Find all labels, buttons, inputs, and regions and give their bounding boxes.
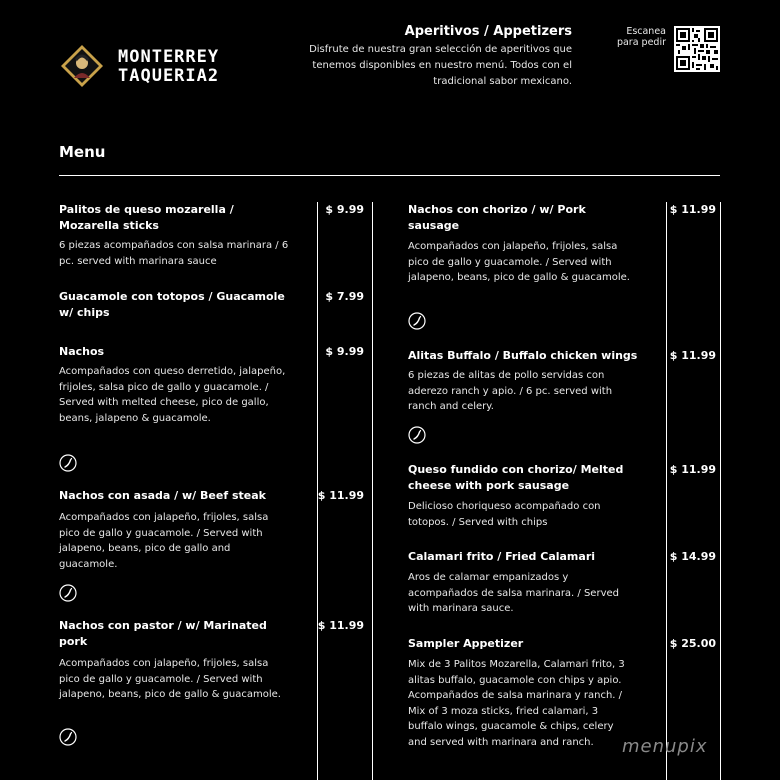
chili-pepper-icon [408, 426, 426, 444]
chili-pepper-icon [59, 728, 77, 746]
item-name: Queso fundido con chorizo/ Melted cheese with pork sausage [408, 463, 624, 492]
qr-code-icon[interactable] [674, 26, 720, 72]
item-price: $ 25.00 [669, 637, 716, 650]
item-name: Sampler Appetizer [408, 637, 524, 650]
item-name: Alitas Buffalo / Buffalo chicken wings [408, 349, 638, 362]
item-name: Guacamole con totopos / Guacamole w/ chips [59, 290, 285, 319]
item-description: Mix de 3 Palitos Mozarella, Calamari frito, 3 alitas buffalo, guacamole con chips y apio. Acompañados de salsa marinara y ranch. / Mix of 3 moza sticks, fried calamari, 3 buffalo wings, guacamole & chips, celery and served with marinara and ranch. [408, 659, 625, 748]
item-description: Delicioso choriqueso acompañado con totopos. / Served with chips [408, 501, 601, 528]
item-description: 6 piezas acompañados con salsa marinara / 6 pc. served with marinara sauce [59, 240, 289, 267]
item-price: $ 11.99 [317, 619, 364, 632]
logo-line-1: MONTERREY [118, 47, 220, 67]
menu-title: Menu [59, 143, 106, 161]
item-description: 6 piezas de alitas de pollo servidas con aderezo ranch y apio. / 6 pc. served with ranch and celery. [408, 370, 613, 412]
item-name: Calamari frito / Fried Calamari [408, 550, 596, 563]
chili-pepper-icon [59, 584, 77, 602]
item-name: Nachos [59, 345, 105, 358]
item-price: $ 7.99 [325, 290, 364, 303]
item-description: Acompañados con jalapeño, frijoles, salsa pico de gallo y guacamole. / Served with jalapeno, beans, pico de gallo & guacamole. [59, 658, 281, 700]
column-divider [666, 202, 667, 780]
chili-pepper-icon [59, 454, 77, 472]
item-price: $ 14.99 [669, 550, 716, 563]
section-description: Disfrute de nuestra gran selección de aperitivos que tenemos disponibles en nuestro menú. Todos con el tradicional sabor mexicano. [309, 44, 572, 87]
item-description: Acompañados con queso derretido, jalapeño, frijoles, salsa pico de gallo y guacamole. / Served with melted cheese, pico de gallo, beans, jalapeno & guacamole. [59, 366, 286, 424]
column-divider [372, 202, 373, 780]
item-price: $ 11.99 [669, 349, 716, 362]
item-description: Acompañados con jalapeño, frijoles, salsa pico de gallo y guacamole. / Served with jalapeno, beans, pico de gallo & guacamole. [408, 241, 630, 283]
restaurant-logo [60, 40, 240, 90]
item-price: $ 11.99 [669, 463, 716, 476]
item-price: $ 9.99 [325, 203, 364, 216]
item-price: $ 9.99 [325, 345, 364, 358]
item-price: $ 11.99 [317, 489, 364, 502]
chili-pepper-icon [408, 312, 426, 330]
column-divider [720, 202, 721, 780]
section-title: Aperitivos / Appetizers [404, 24, 572, 39]
scan-to-order-text: Escanea para pedir [616, 26, 666, 48]
item-name: Nachos con pastor / w/ Marinated pork [59, 619, 267, 648]
item-name: Nachos con chorizo / w/ Pork sausage [408, 203, 586, 232]
item-description: Acompañados con jalapeño, frijoles, salsa pico de gallo y guacamole. / Served with jalapeno, beans, pico de gallo and guacamole. [59, 512, 269, 570]
item-name: Nachos con asada / w/ Beef steak [59, 489, 266, 502]
logo-text [118, 48, 219, 86]
logo-diamond-icon [60, 44, 104, 88]
item-name: Palitos de queso mozarella / Mozarella sticks [59, 203, 234, 232]
divider [59, 175, 720, 176]
watermark: menupix [622, 736, 708, 757]
item-description: Aros de calamar empanizados y acompañados de salsa marinara. / Served with marinara sauce. [408, 572, 619, 614]
item-price: $ 11.99 [669, 203, 716, 216]
logo-line-2: TAQUERIA2 [118, 66, 220, 86]
